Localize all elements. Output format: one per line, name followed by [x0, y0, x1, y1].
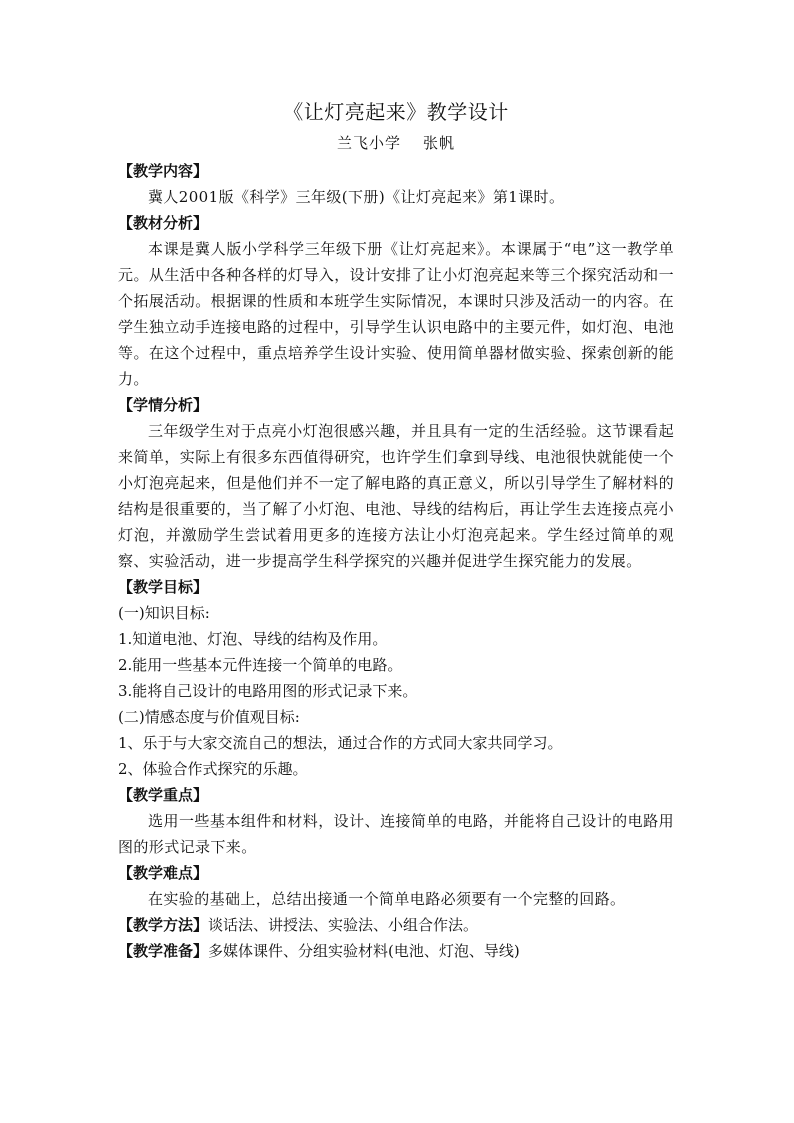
- knowledge-goal-item: 2.能用一些基本元件连接一个简单的电路。: [118, 656, 403, 674]
- content-text: 冀人2001版《科学》三年级(下册)《让灯亮起来》第1课时。: [148, 188, 565, 206]
- section-heading-methods: 【教学方法】: [118, 916, 209, 934]
- emotion-goal-item: 1、乐于与大家交流自己的想法，通过合作的方式同大家共同学习。: [118, 734, 563, 752]
- section-heading-content: 【教学内容】: [118, 162, 209, 180]
- methods-text: 谈话法、讲授法、实验法、小组合作法。: [208, 916, 479, 934]
- emotion-goals-title: (二)情感态度与价值观目标:: [118, 708, 300, 726]
- students-text: 三年级学生对于点亮小灯泡很感兴趣，并且具有一定的生活经验。这节课看起来简单，实际上有很多东西值得研究，也许学生们拿到导线、电池很快就能使一个小灯泡亮起来，但是他们并不一定了解电路的真正意义，所以引导学生了解材料的结构是很重要的，当了解了小灯泡、电池、导线的结构后，再让学生去连接点亮小灯泡，并激励学生尝试着用更多的连接方法让小灯泡亮起来。学生经过简单的观察、实验活动，进一步提高学生科学探究的兴趣并促进学生探究能力的发展。: [118, 422, 674, 570]
- knowledge-goals-title: (一)知识目标:: [118, 604, 210, 622]
- document-page: [118, 96, 674, 964]
- section-heading-textbook: 【教材分析】: [118, 214, 209, 232]
- key-points-text: 选用一些基本组件和材料，设计、连接简单的电路，并能将自己设计的电路用图的形式记录下来。: [118, 812, 674, 856]
- preparation-line: [118, 938, 674, 964]
- emotion-goal-item: 2、体验合作式探究的乐趣。: [118, 760, 308, 778]
- section-heading-students: 【学情分析】: [118, 396, 209, 414]
- methods-line: [118, 912, 674, 938]
- difficulty-text: 在实验的基础上，总结出接通一个简单电路必须要有一个完整的回路。: [148, 890, 626, 908]
- author-line: [118, 130, 674, 156]
- section-heading-preparation: 【教学准备】: [118, 942, 209, 960]
- textbook-text: 本课是冀人版小学科学三年级下册《让灯亮起来》。本课属于“电”这一教学单元。从生活中各种各样的灯导入，设计安排了让小灯泡亮起来等三个探究活动和一个拓展活动。根据课的性质和本班学生实际情况，本课时只涉及活动一的内容。在学生独立动手连接电路的过程中，引导学生认识电路中的主要元件，如灯泡、电池等。在这个过程中，重点培养学生设计实验、使用简单器材做实验、探索创新的能力。: [118, 240, 674, 388]
- preparation-text: 多媒体课件、分组实验材料(电池、灯泡、导线): [208, 942, 520, 960]
- section-heading-key-points: 【教学重点】: [118, 786, 209, 804]
- author-name: 张帆: [423, 134, 456, 152]
- knowledge-goal-item: 1.知道电池、灯泡、导线的结构及作用。: [118, 630, 388, 648]
- section-heading-goals: 【教学目标】: [118, 578, 209, 596]
- section-heading-difficulty: 【教学难点】: [118, 864, 209, 882]
- document-title: 《让灯亮起来》教学设计: [283, 100, 509, 124]
- knowledge-goal-item: 3.能将自己设计的电路用图的形式记录下来。: [118, 682, 418, 700]
- author-school: 兰飞小学: [336, 134, 401, 152]
